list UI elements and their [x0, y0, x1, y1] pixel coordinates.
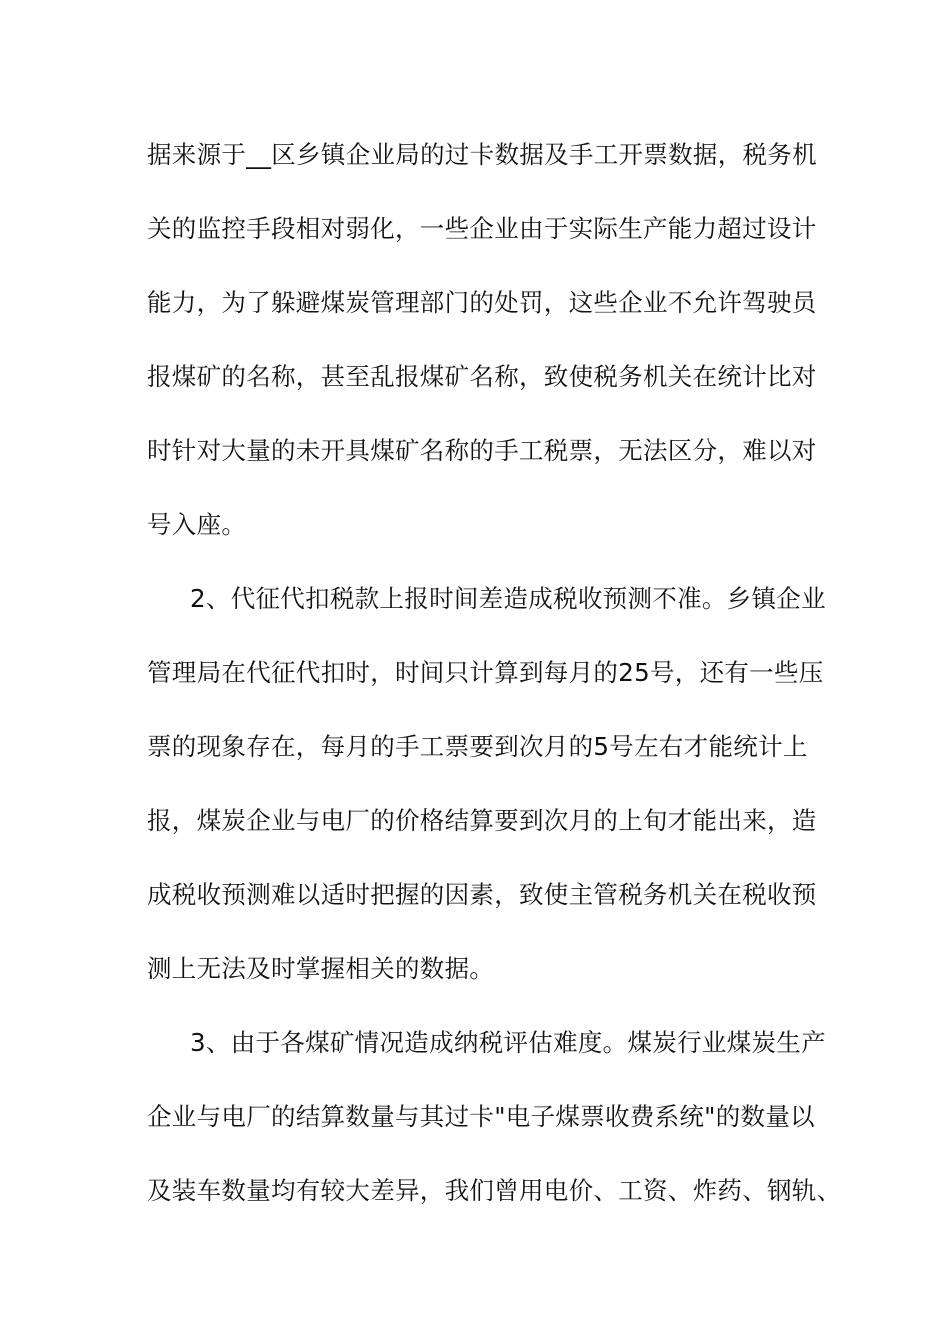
text-line: 管理局在代征代扣时，时间只计算到每月的25号，还有一些压	[147, 658, 824, 687]
text-line: 时针对大量的未开具煤矿名称的手工税票，无法区分，难以对	[147, 436, 817, 465]
text-line: 能力，为了躲避煤炭管理部门的处罚，这些企业不允许驾驶员	[147, 288, 817, 317]
text-line: 据来源于__区乡镇企业局的过卡数据及手工开票数据，税务机	[147, 140, 817, 169]
paragraph-start-line: 2、代征代扣税款上报时间差造成税收预测不准。乡镇企业	[190, 584, 826, 613]
text-line: 测上无法及时掌握相关的数据。	[147, 954, 495, 983]
text-line: 企业与电厂的结算数量与其过卡"电子煤票收费系统"的数量以	[147, 1102, 815, 1131]
text-line: 报，煤炭企业与电厂的价格结算要到次月的上旬才能出来，造	[147, 806, 817, 835]
text-line: 及装车数量均有较大差异，我们曾用电价、工资、炸药、钢轨、	[147, 1176, 842, 1205]
paragraph-start-line: 3、由于各煤矿情况造成纳税评估难度。煤炭行业煤炭生产	[190, 1028, 826, 1057]
text-line: 报煤矿的名称，甚至乱报煤矿名称，致使税务机关在统计比对	[147, 362, 817, 391]
text-line: 成税收预测难以适时把握的因素，致使主管税务机关在税收预	[147, 880, 817, 909]
text-line: 票的现象存在，每月的手工票要到次月的5号左右才能统计上	[147, 732, 808, 761]
text-line: 关的监控手段相对弱化，一些企业由于实际生产能力超过设计	[147, 214, 817, 243]
text-line: 号入座。	[147, 510, 247, 539]
